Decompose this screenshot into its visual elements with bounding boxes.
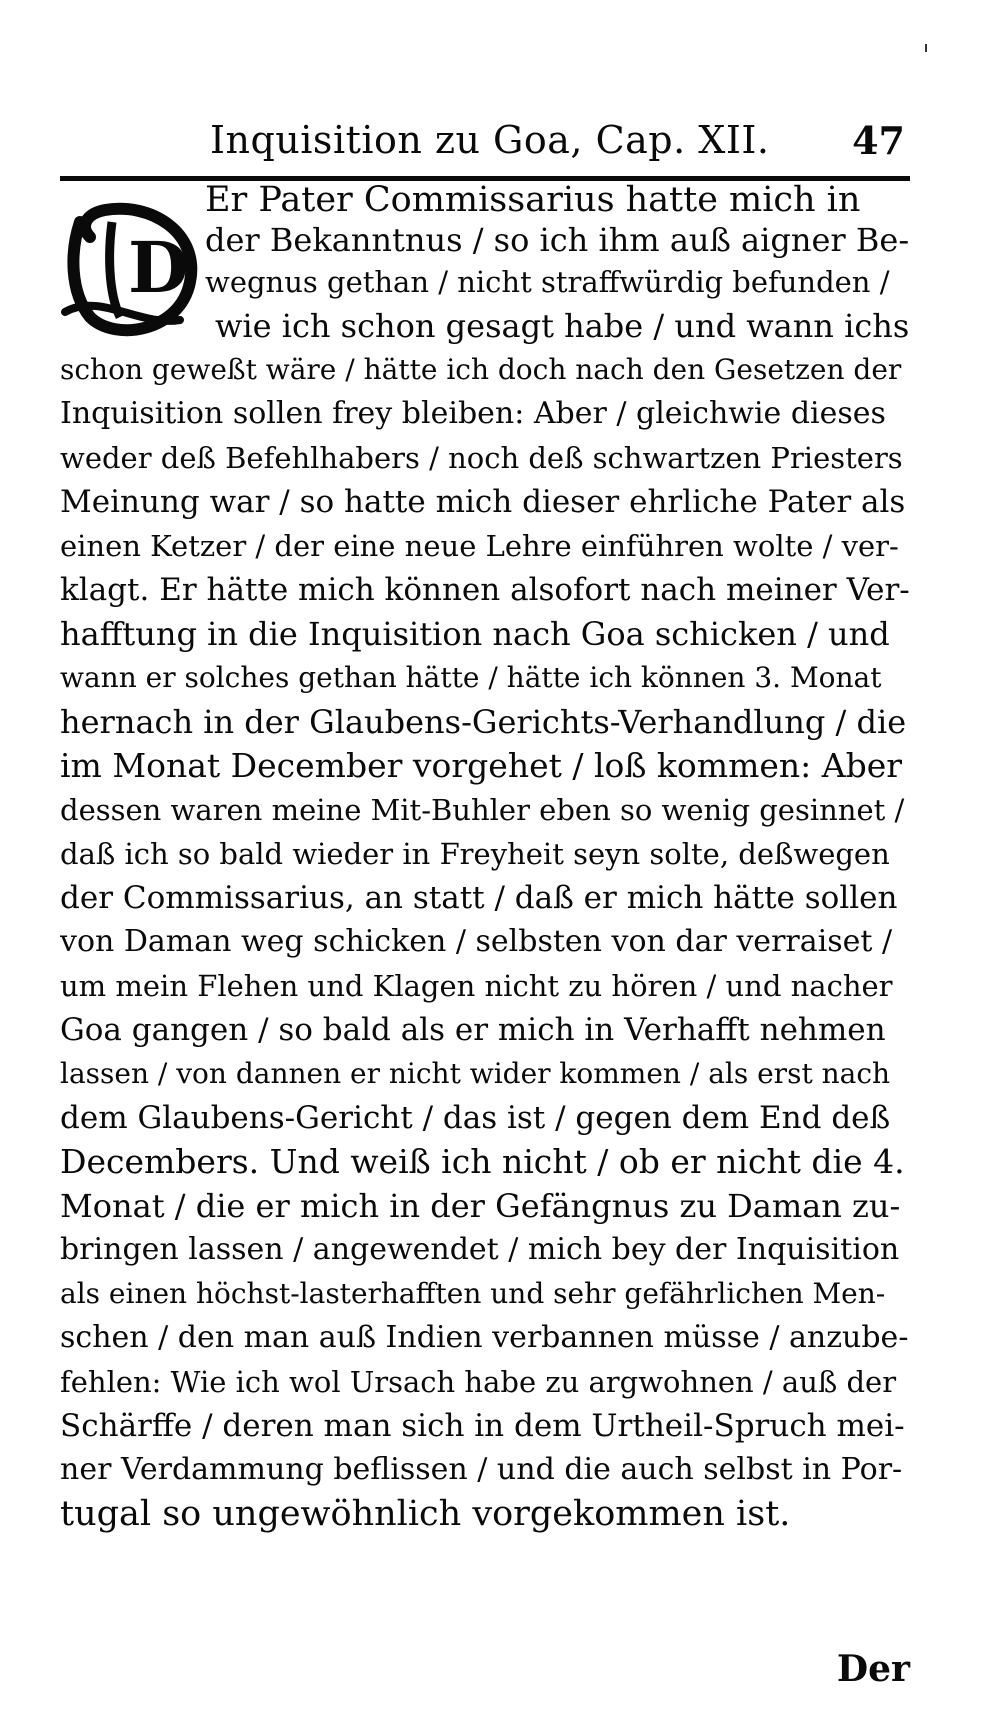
decorative-initial [60, 192, 200, 337]
text-line: um mein Flehen und Klagen nicht zu hören / und nacher [60, 969, 893, 1003]
text-line: Meinung war / so hatte mich dieser ehrliche Pater als [60, 484, 906, 520]
text-line: Schärffe / deren man sich in dem Urtheil-Spruch mei- [60, 1408, 905, 1444]
text-line: dem Glaubens-Gericht / das ist / gegen dem End deß [60, 1100, 891, 1136]
running-title: Inquisition zu Goa, Cap. XII. [210, 118, 770, 162]
text-line: klagt. Er hätte mich können alsofort nach meiner Ver- [60, 572, 910, 608]
catchword: Der [836, 1648, 910, 1690]
text-line: Inquisition sollen frey bleiben: Aber / gleichwie dieses [60, 396, 886, 431]
text-line: der Commissarius, an statt / daß er mich hätte sollen [60, 880, 898, 916]
text-line: daß ich so bald wieder in Freyheit seyn solte, deßwegen [60, 837, 890, 871]
text-line: hernach in der Glaubens-Gerichts-Verhandlung / die [60, 703, 907, 741]
text-line: einen Ketzer / der eine neue Lehre einführen wolte / ver- [60, 529, 899, 563]
text-line: im Monat December vorgehet / loß kommen: Aber [60, 746, 903, 785]
text-line: schen / den man auß Indien verbannen müsse / anzube- [60, 1320, 909, 1355]
paper-speck [925, 44, 927, 52]
running-header [60, 118, 910, 178]
text-line: tugal so ungewöhnlich vorgekommen ist. [60, 1494, 791, 1534]
text-line: Er Pater Commissarius hatte mich in [205, 180, 861, 220]
text-line: Goa gangen / so bald als er mich in Verhafft nehmen [60, 1012, 886, 1048]
text-line: Monat / die er mich in der Gefängnus zu Daman zu- [60, 1187, 901, 1225]
svg-text:D: D [128, 226, 189, 309]
text-line: schon geweßt wäre / hätte ich doch nach den Gesetzen der [60, 353, 902, 386]
text-line: von Daman weg schicken / selbsten von dar verraiset / [60, 924, 893, 959]
text-line: hafftung in die Inquisition nach Goa schicken / und [60, 615, 890, 653]
text-line: der Bekanntnus / so ich ihm auß aigner Be- [205, 221, 910, 259]
text-line: als einen höchst-lasterhafften und sehr gefährlichen Men- [60, 1277, 886, 1310]
text-line: fehlen: Wie ich wol Ursach habe zu argwohnen / auß der [60, 1365, 897, 1399]
text-line: Decembers. Und weiß ich nicht / ob er nicht die 4. [60, 1142, 905, 1181]
text-line: lassen / von dannen er nicht wider kommen / als erst nach [60, 1057, 891, 1090]
text-line: bringen lassen / angewendet / mich bey der Inquisition [60, 1232, 900, 1267]
text-line: ner Verdammung beflissen / und die auch selbst in Por- [60, 1452, 903, 1487]
text-line: wie ich schon gesagt habe / und wann ichs [215, 307, 910, 345]
text-line: wann er solches gethan hätte / hätte ich können 3. Monat [60, 661, 882, 694]
text-line: dessen waren meine Mit-Buhler eben so wenig gesinnet / [60, 793, 905, 827]
text-line: wegnus gethan / nicht straffwürdig befunden / [205, 265, 890, 299]
page-number: 47 [852, 118, 905, 163]
text-line: weder deß Befehlhabers / noch deß schwartzen Priesters [60, 441, 903, 475]
